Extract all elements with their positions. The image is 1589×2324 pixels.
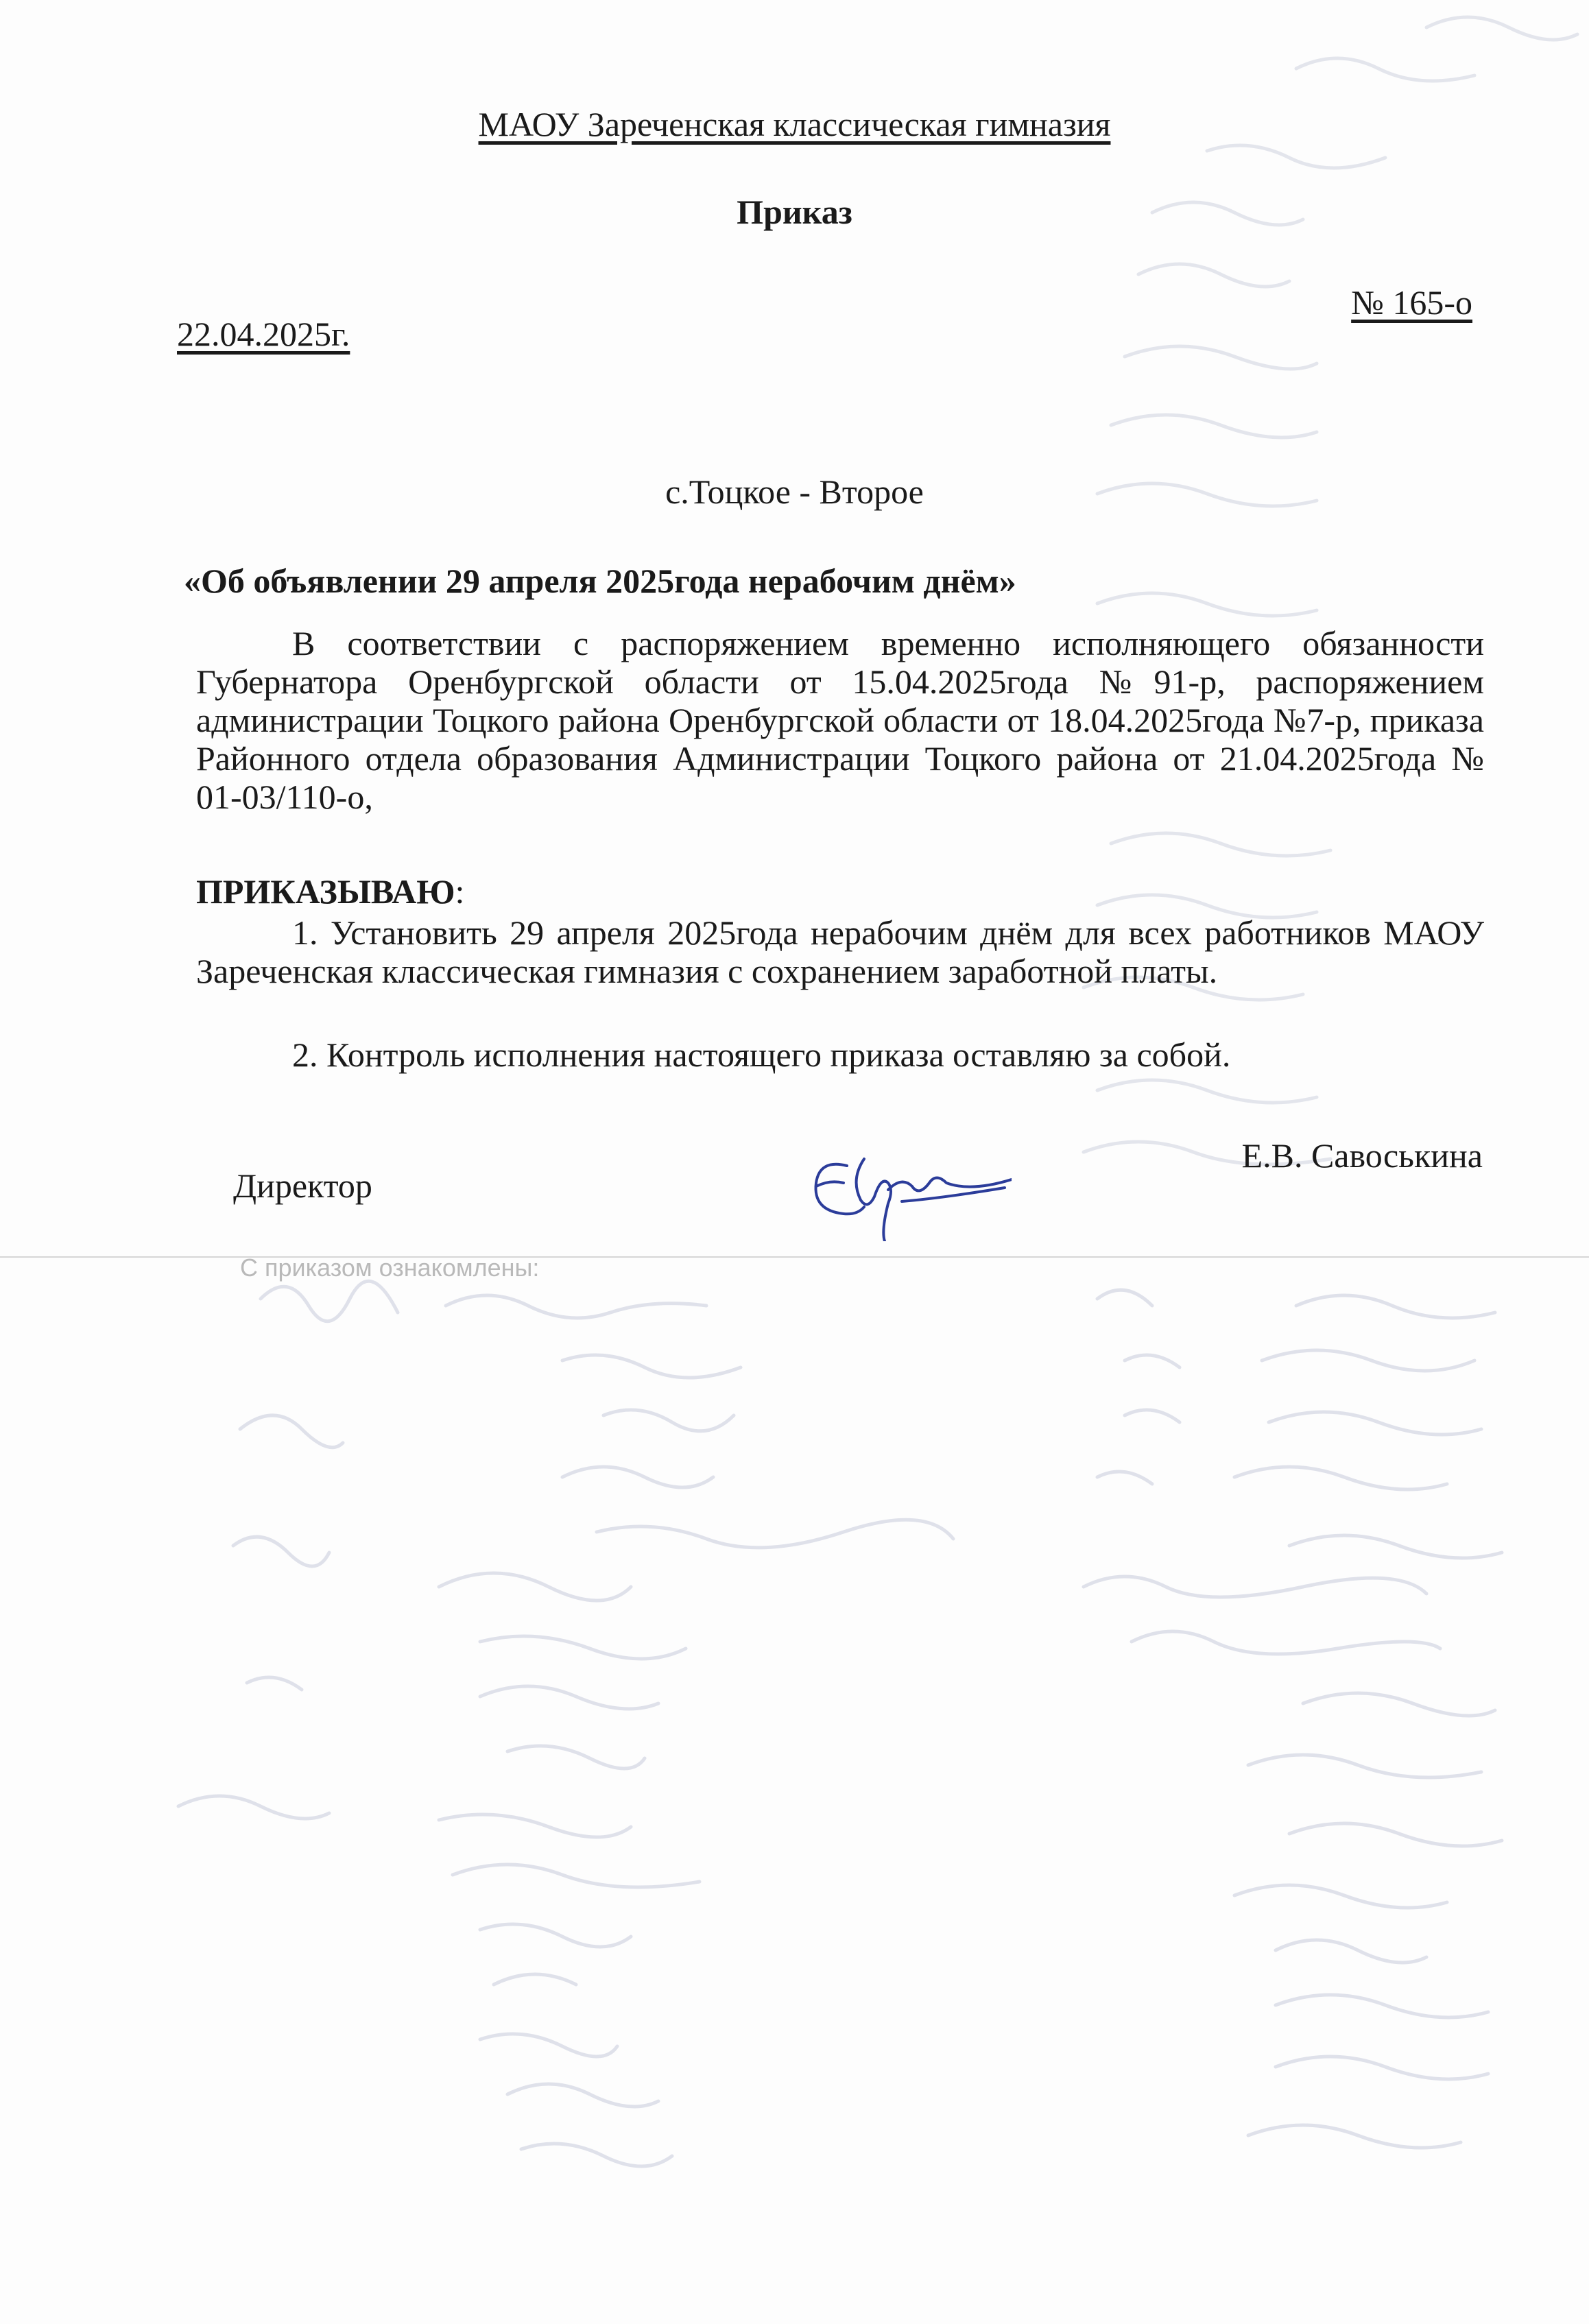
acknowledgement-label: С приказом ознакомлены: [240, 1254, 540, 1282]
order-colon: : [455, 872, 465, 911]
director-signature [799, 1138, 1012, 1241]
document-title: Приказ [737, 193, 852, 231]
order-date: 22.04.2025г. [177, 315, 350, 353]
order-item-2: 2. Контроль исполнения настоящего приказа оставляю за собой. [292, 1035, 1231, 1074]
order-item-1: 1. Установить 29 апреля 2025года нерабочим днём для всех работников МАОУ Зареченская классическая гимназия с сохранением заработной платы. [196, 913, 1484, 990]
signatory-role: Директор [233, 1166, 372, 1205]
order-subject: «Об объявлении 29 апреля 2025года нерабочим днём» [184, 562, 1016, 600]
faint-acknowledgement-handwriting [0, 1258, 1589, 2324]
preamble-paragraph: В соответствии с распоряжением временно исполняющего обязанности Губернатора Оренбургской области от 15.04.2025года №91-р, распоряжением администрации Тоцкого района Оренбургской области от 18.04.2025года №7-р, приказа Районного отдела образования Администрации Тоцкого района от 21.04.2025года № 01-03/110-о, [196, 624, 1484, 816]
order-number: № 165-о [1351, 283, 1472, 322]
organization-name [0, 104, 1589, 144]
organization-name-text: МАОУ Зареченская классическая гимназия [478, 105, 1111, 143]
page-fold-divider [0, 1256, 1589, 1258]
order-place: с.Тоцкое - Второе [665, 472, 924, 511]
order-heading [196, 872, 1484, 911]
order-word: ПРИКАЗЫВАЮ [196, 872, 455, 911]
director-name: Е.В. Савоськина [1241, 1136, 1483, 1175]
